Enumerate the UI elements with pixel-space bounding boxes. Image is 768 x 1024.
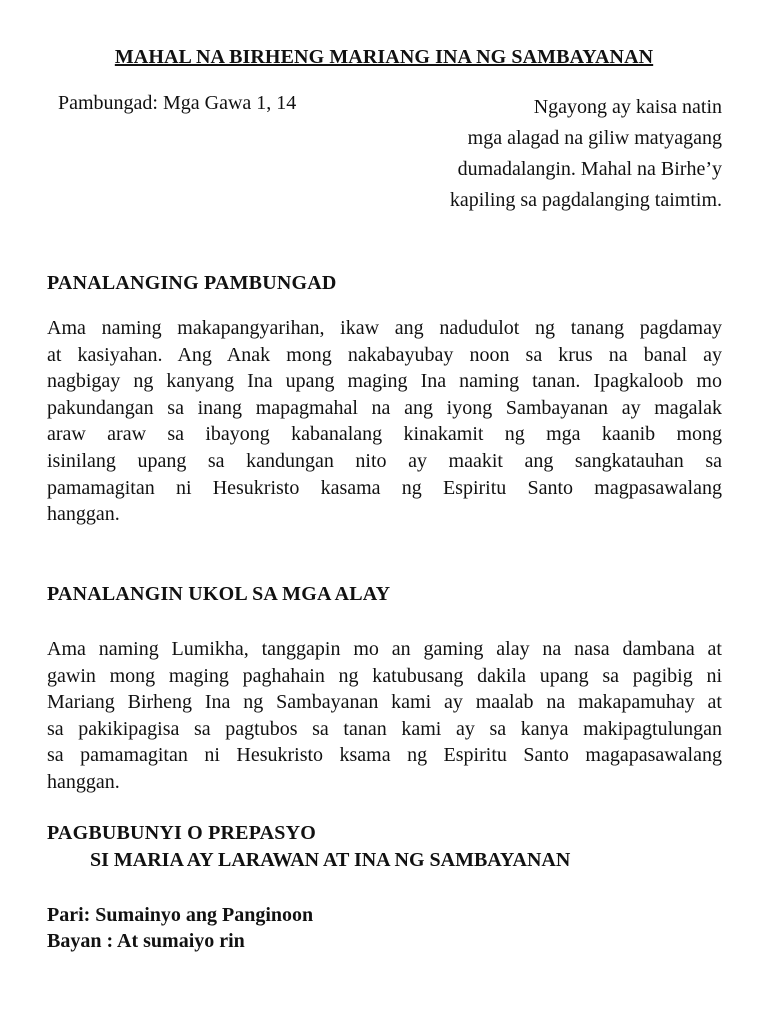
paragraph-line: araw araw sa ibayong kabanalang kinakamit ng mga kaanib mong (47, 423, 722, 446)
verse-line: mga alagad na giliw matyagang (467, 127, 722, 149)
paragraph-line: hanggan. (47, 503, 120, 526)
dialogue-people-line: Bayan : At sumaiyo rin (47, 930, 245, 952)
preface-subheading: SI MARIA AY LARAWAN AT INA NG SAMBAYANAN (90, 849, 571, 871)
paragraph-line: isinilang upang sa kandungan nito ay maakit ang sangkatauhan sa (47, 449, 722, 472)
paragraph-line: pakundangan sa inang mapagmahal na ang iyong Sambayanan ay magalak (47, 396, 722, 419)
paragraph-line: gawin mong maging paghahain ng katubusang dakila upang sa pagibig ni (47, 664, 722, 687)
opening-prayer-text (47, 315, 722, 528)
entrance-antiphon-reference: Pambungad: Mga Gawa 1, 14 (58, 92, 297, 114)
paragraph-line: Ama naming Lumikha, tanggapin mo an gaming alay na nasa dambana at (47, 638, 722, 660)
paragraph-line: nagbigay ng kanyang Ina upang maging Ina naming tanan. Ipagkaloob mo (47, 370, 722, 393)
offerings-prayer-text (47, 636, 722, 796)
paragraph-line: sa pamamagitan ni Hesukristo ksama ng Espiritu Santo magapasawalang (47, 744, 722, 767)
paragraph-line: at kasiyahan. Ang Anak mong nakabayubay noon sa krus na banal ay (47, 343, 722, 366)
opening-prayer-heading: PANALANGING PAMBUNGAD (47, 272, 337, 294)
verse-line: dumadalangin. Mahal na Birhe’y (457, 158, 722, 180)
offerings-prayer-heading: PANALANGIN UKOL SA MGA ALAY (47, 583, 391, 605)
document-title: MAHAL NA BIRHENG MARIANG INA NG SAMBAYANAN (114, 46, 654, 68)
dialogue-priest-line: Pari: Sumainyo ang Panginoon (47, 904, 314, 926)
entrance-antiphon-verse (382, 92, 722, 216)
preface-heading: PAGBUBUNYI O PREPASYO (47, 822, 317, 844)
paragraph-line: pamamagitan ni Hesukristo kasama ng Espiritu Santo magpasawalang (47, 476, 722, 499)
verse-line: Ngayong ay kaisa natin (533, 96, 722, 118)
paragraph-line: sa pakikipagisa sa pagtubos sa tanan kami ay sa kanya makipagtulungan (47, 717, 722, 740)
paragraph-line: hanggan. (47, 770, 120, 793)
paragraph-line: Ama naming makapangyarihan, ikaw ang nadudulot ng tanang pagdamay (47, 317, 722, 339)
verse-line: kapiling sa pagdalanging taimtim. (449, 189, 722, 211)
paragraph-line: Mariang Birheng Ina ng Sambayanan kami ay maalab na makapamuhay at (47, 691, 722, 714)
